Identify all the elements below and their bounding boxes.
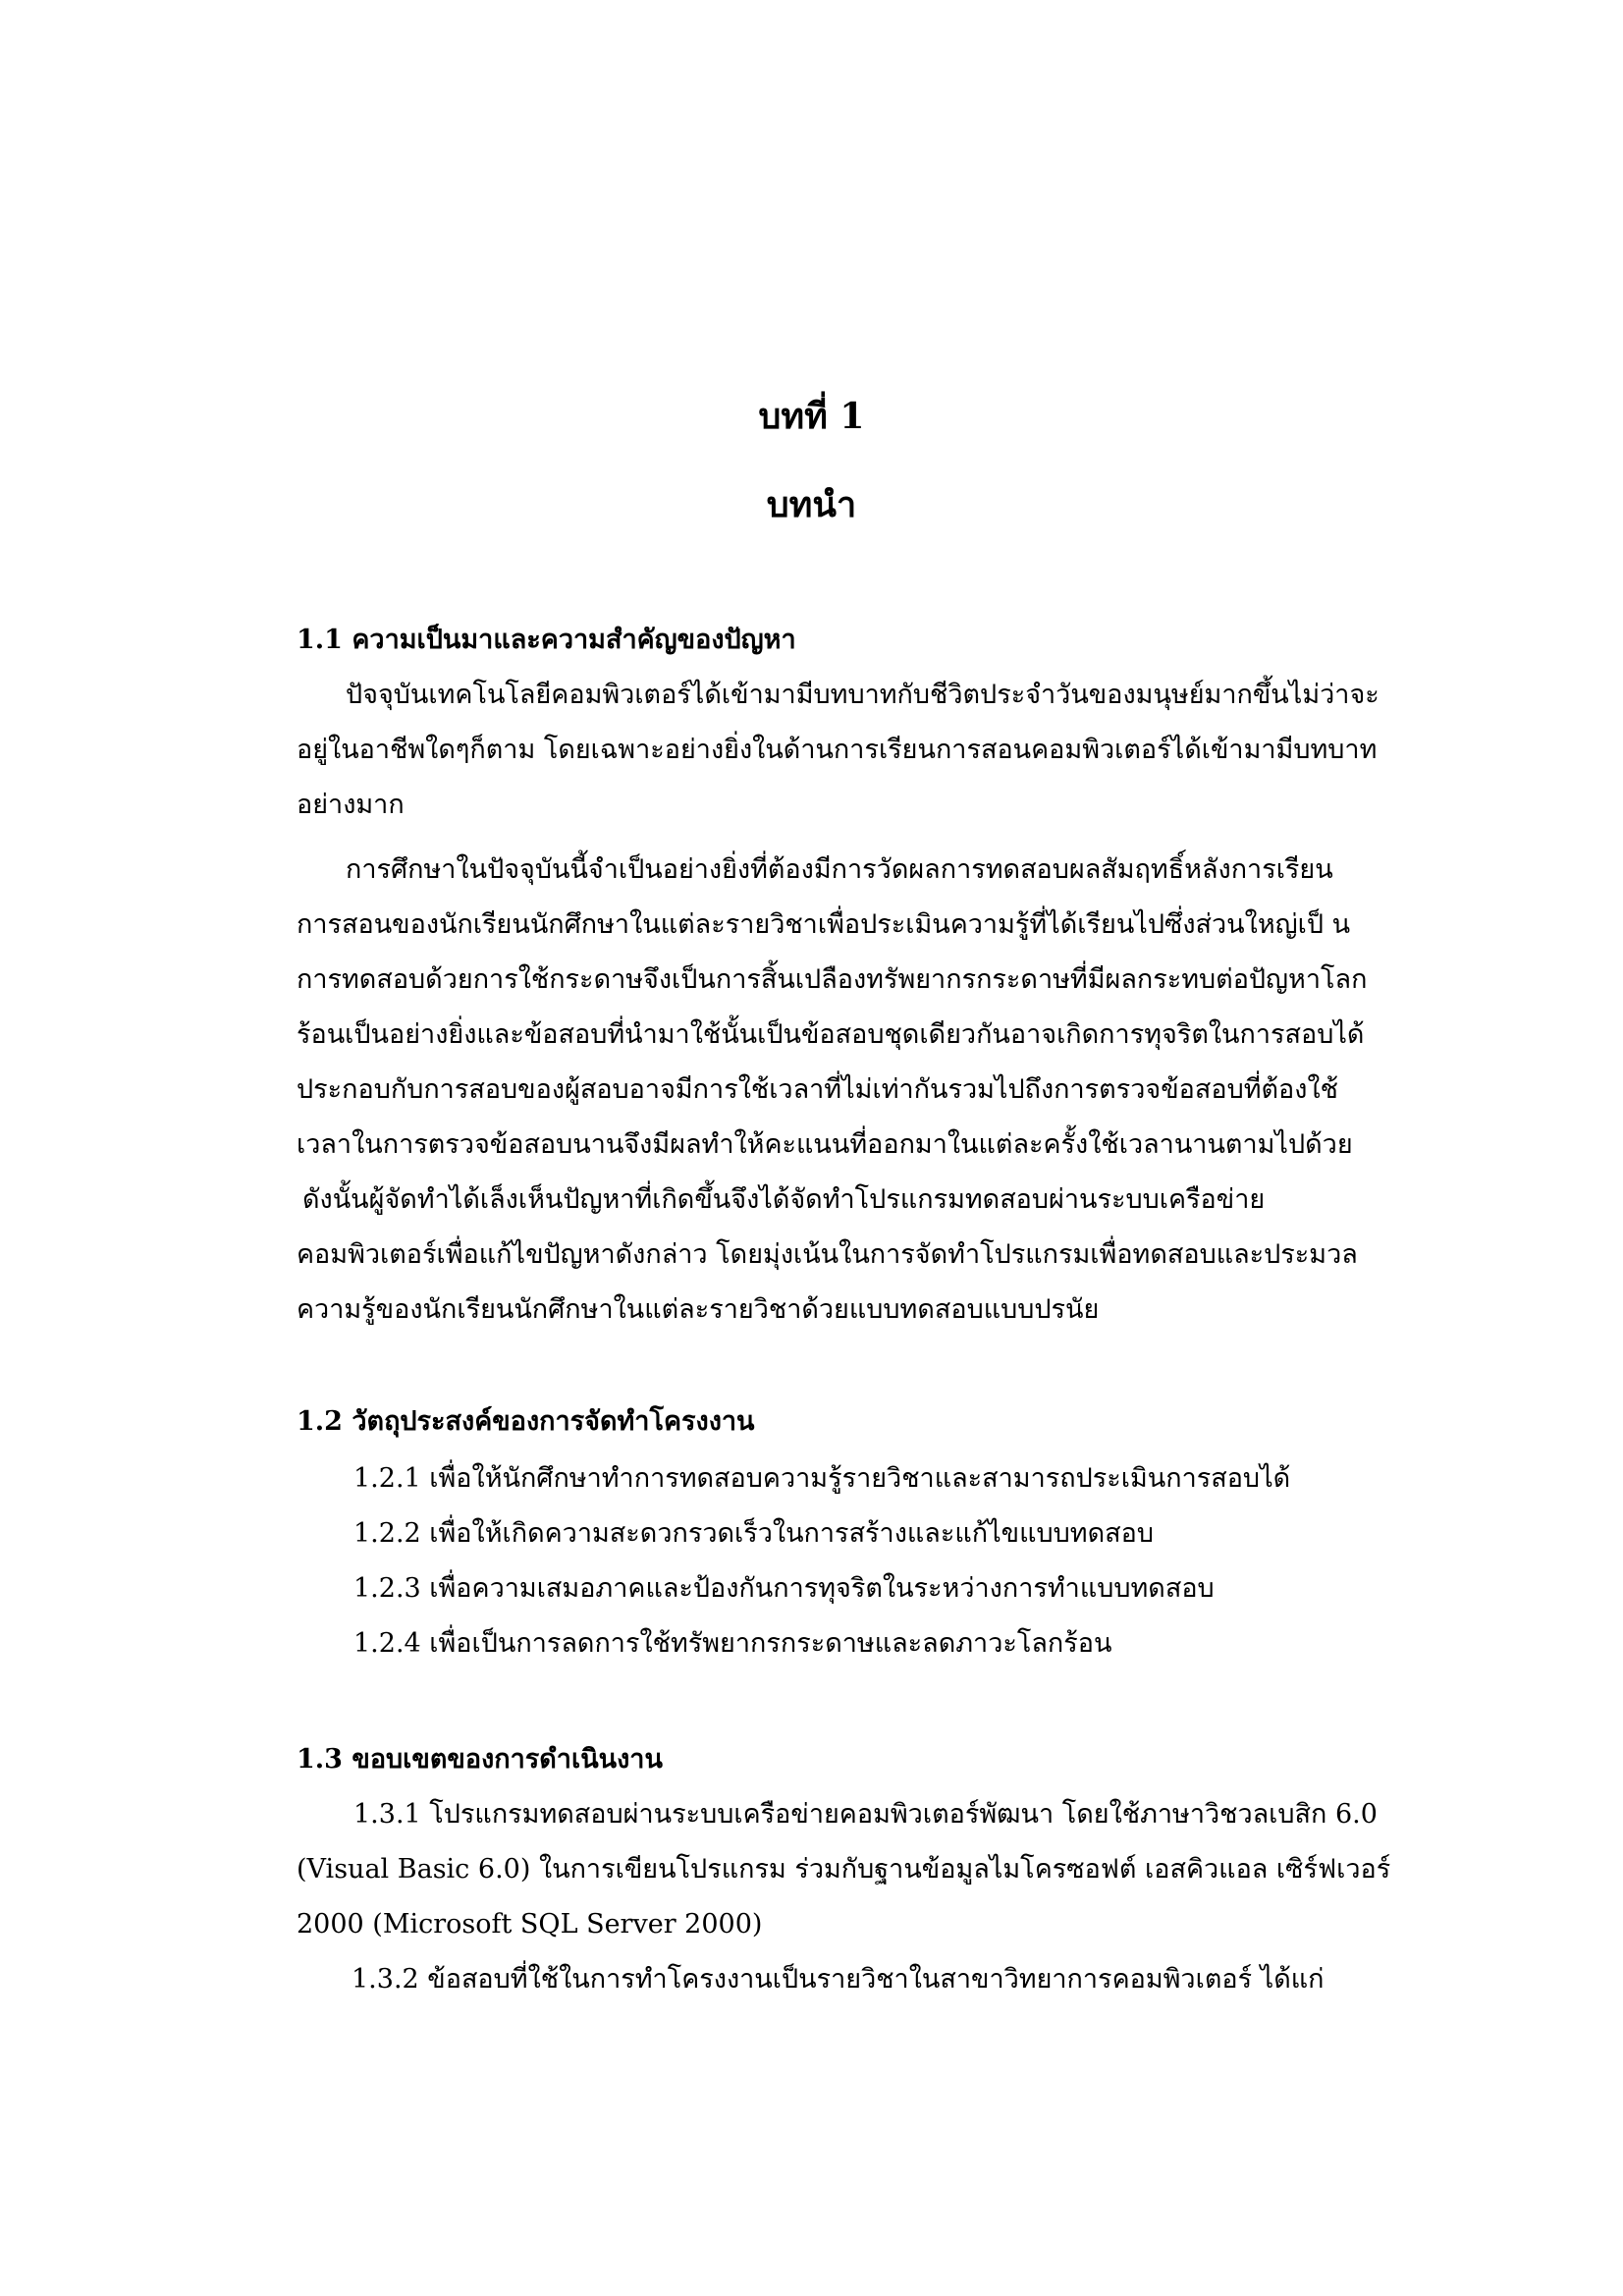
chapter-number: บทที่ 1 (758, 396, 865, 437)
scope-line: 1.3.1 โปรแกรมทดสอบผ่านระบบเครือข่ายคอมพิวเตอร์พัฒนา โดยใช้ภาษาวิชวลเบสิก 6.0 (353, 1799, 1378, 1830)
chapter-title: บทนำ (766, 484, 857, 525)
scope-line: 1.3.2 ข้อสอบที่ใช้ในการทำโครงงานเป็นรายวิชาในสาขาวิทยาการคอมพิวเตอร์ ได้แก่ (352, 1964, 1325, 1995)
objective-item: 1.2.2 เพื่อให้เกิดความสะดวกรวดเร็วในการสร้างและแก้ไขแบบทดสอบ (353, 1518, 1154, 1549)
paragraph-line: ประกอบกับการสอบของผู้สอบอาจมีการใช้เวลาที่ไม่เท่ากันรวมไปถึงการตรวจข้อสอบที่ต้องใช้ (297, 1074, 1338, 1105)
paragraph-line: ดังนั้นผู้จัดทำได้เล็งเห็นปัญหาที่เกิดขึ้นจึงได้จัดทำโปรแกรมทดสอบผ่านระบบเครือข่าย (302, 1184, 1266, 1215)
paragraph-line: ร้อนเป็นอย่างยิ่งและข้อสอบที่นำมาใช้นั้นเป็นข้อสอบชุดเดียวกันอาจเกิดการทุจริตในการสอบได้ (297, 1019, 1365, 1050)
paragraph-line: การทดสอบด้วยการใช้กระดาษจึงเป็นการสิ้นเปลืองทรัพยากรกระดาษที่มีผลกระทบต่อปัญหาโลก (297, 964, 1368, 995)
scope-line: (Visual Basic 6.0) ในการเขียนโปรแกรม ร่วมกับฐานข้อมูลไมโครซอฟต์ เอสคิวแอล เซิร์ฟเวอร์ (297, 1854, 1391, 1885)
paragraph-line: ปัจจุบันเทคโนโลยีคอมพิวเตอร์ได้เข้ามามีบทบาทกับชีวิตประจำวันของมนุษย์มากขึ้นไม่ว่าจะ (346, 680, 1380, 710)
section-1-3-heading: 1.3 ขอบเขตของการดำเนินงาน (297, 1744, 663, 1775)
section-1-2-heading: 1.2 วัตถุประสงค์ของการจัดทำโครงงาน (297, 1406, 755, 1437)
paragraph-line: อยู่ในอาชีพใดๆก็ตาม โดยเฉพาะอย่างยิ่งในด้านการเรียนการสอนคอมพิวเตอร์ได้เข้ามามีบทบาท (297, 735, 1378, 765)
paragraph-line: การสอนของนักเรียนนักศึกษาในแต่ละรายวิชาเพื่อประเมินความรู้ที่ได้เรียนไปซึ่งส่วนใหญ่เป็ น (297, 909, 1351, 940)
paragraph-line: การศึกษาในปัจจุบันนี้จำเป็นอย่างยิ่งที่ต้องมีการวัดผลการทดสอบผลสัมฤทธิ์หลังการเรียน (346, 854, 1333, 885)
scope-line: 2000 (Microsoft SQL Server 2000) (297, 1909, 763, 1940)
paragraph-line: คอมพิวเตอร์เพื่อแก้ไขปัญหาดังกล่าว โดยมุ่งเน้นในการจัดทำโปรแกรมเพื่อทดสอบและประมวล (297, 1239, 1358, 1270)
paragraph-line: เวลาในการตรวจข้อสอบนานจึงมีผลทำให้คะแนนที่ออกมาในแต่ละครั้งใช้เวลานานตามไปด้วย (297, 1129, 1353, 1160)
objective-item: 1.2.4 เพื่อเป็นการลดการใช้ทรัพยากรกระดาษและลดภาวะโลกร้อน (353, 1628, 1112, 1659)
paragraph-line: ความรู้ของนักเรียนนักศึกษาในแต่ละรายวิชาด้วยแบบทดสอบแบบปรนัย (297, 1294, 1100, 1325)
objective-item: 1.2.1 เพื่อให้นักศึกษาทำการทดสอบความรู้รายวิชาและสามารถประเมินการสอบได้ (353, 1463, 1291, 1494)
paragraph-line: อย่างมาก (297, 790, 405, 820)
section-1-1-heading: 1.1 ความเป็นมาและความสำคัญของปัญหา (297, 625, 796, 655)
objective-item: 1.2.3 เพื่อความเสมอภาคและป้องกันการทุจริตในระหว่างการทำแบบทดสอบ (353, 1573, 1215, 1604)
